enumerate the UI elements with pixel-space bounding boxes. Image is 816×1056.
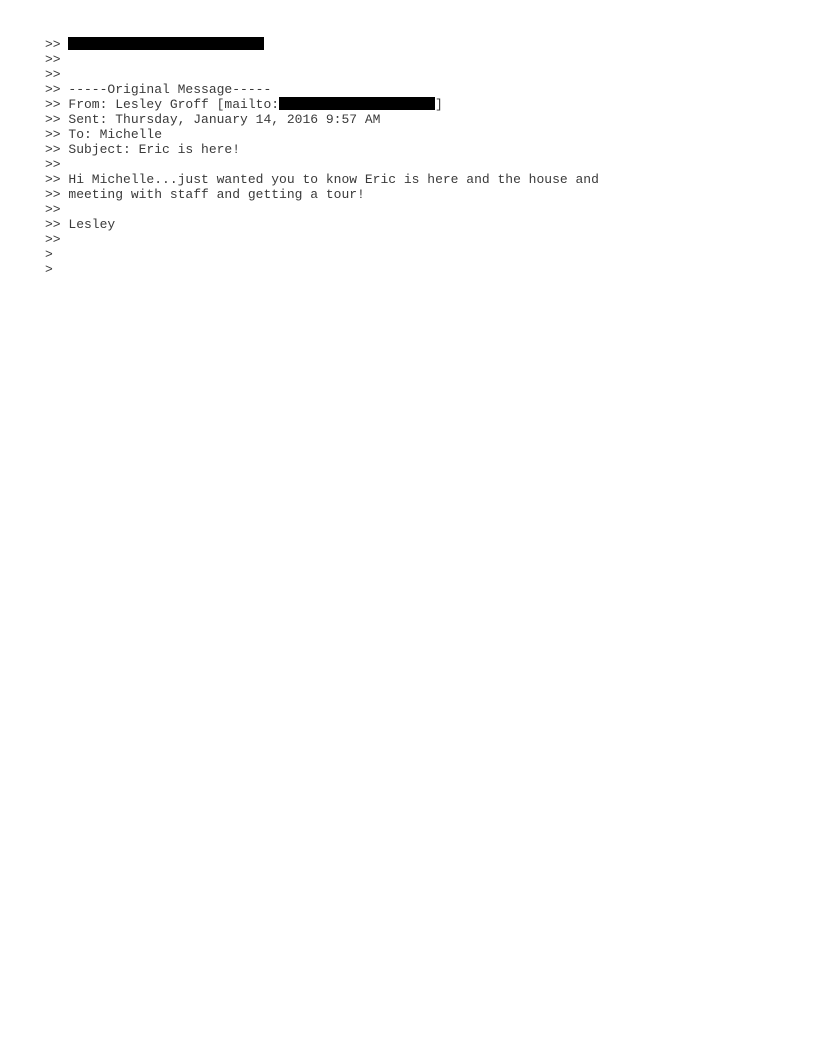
quote-line-blank: [45, 52, 599, 67]
body-line: [45, 172, 599, 187]
quote-line-blank: [45, 67, 599, 82]
body-text: Hi Michelle...just wanted you to know Eric is here and the house and: [68, 172, 599, 187]
quote-marker: >>: [45, 82, 69, 97]
quote-line-blank: [45, 157, 599, 172]
subject-line: [45, 142, 599, 157]
subject-text: Subject: Eric is here!: [68, 142, 241, 157]
quote-marker: >>: [45, 112, 69, 127]
quote-line-redacted: [45, 37, 599, 52]
to-line: [45, 127, 599, 142]
quote-marker: >>: [45, 127, 69, 142]
redacted-email-bar: [279, 97, 435, 110]
quote-line-blank: [45, 202, 599, 217]
body-line: [45, 187, 599, 202]
body-text: meeting with staff and getting a tour!: [68, 187, 365, 202]
email-body: [45, 37, 599, 277]
quote-marker: >>: [45, 202, 61, 217]
from-bracket-close: ]: [435, 97, 443, 112]
sent-text: Sent: Thursday, January 14, 2016 9:57 AM: [68, 112, 381, 127]
quote-marker: >>: [45, 187, 69, 202]
from-label: From: Lesley Groff [mailto:: [68, 97, 280, 112]
from-line: [45, 97, 599, 112]
quote-marker: >>: [45, 217, 69, 232]
quote-line-blank: [45, 247, 599, 262]
quote-marker: >>: [45, 142, 69, 157]
to-text: To: Michelle: [68, 127, 163, 142]
signature-line: [45, 217, 599, 232]
original-message-header: [45, 82, 599, 97]
quote-line-blank: [45, 262, 599, 277]
sent-line: [45, 112, 599, 127]
quote-marker: >>: [45, 232, 61, 247]
original-message-label: -----Original Message-----: [68, 82, 272, 97]
quote-marker: >>: [45, 52, 61, 67]
quote-marker: >>: [45, 67, 61, 82]
quote-marker: >>: [45, 157, 61, 172]
quote-marker: >>: [45, 172, 69, 187]
signature-text: Lesley: [68, 217, 116, 232]
redaction-bar: [68, 37, 264, 50]
quote-line-blank: [45, 232, 599, 247]
quote-marker: >: [45, 262, 53, 277]
quote-marker: >>: [45, 97, 69, 112]
quote-marker: >>: [45, 37, 69, 52]
quote-marker: >: [45, 247, 53, 262]
